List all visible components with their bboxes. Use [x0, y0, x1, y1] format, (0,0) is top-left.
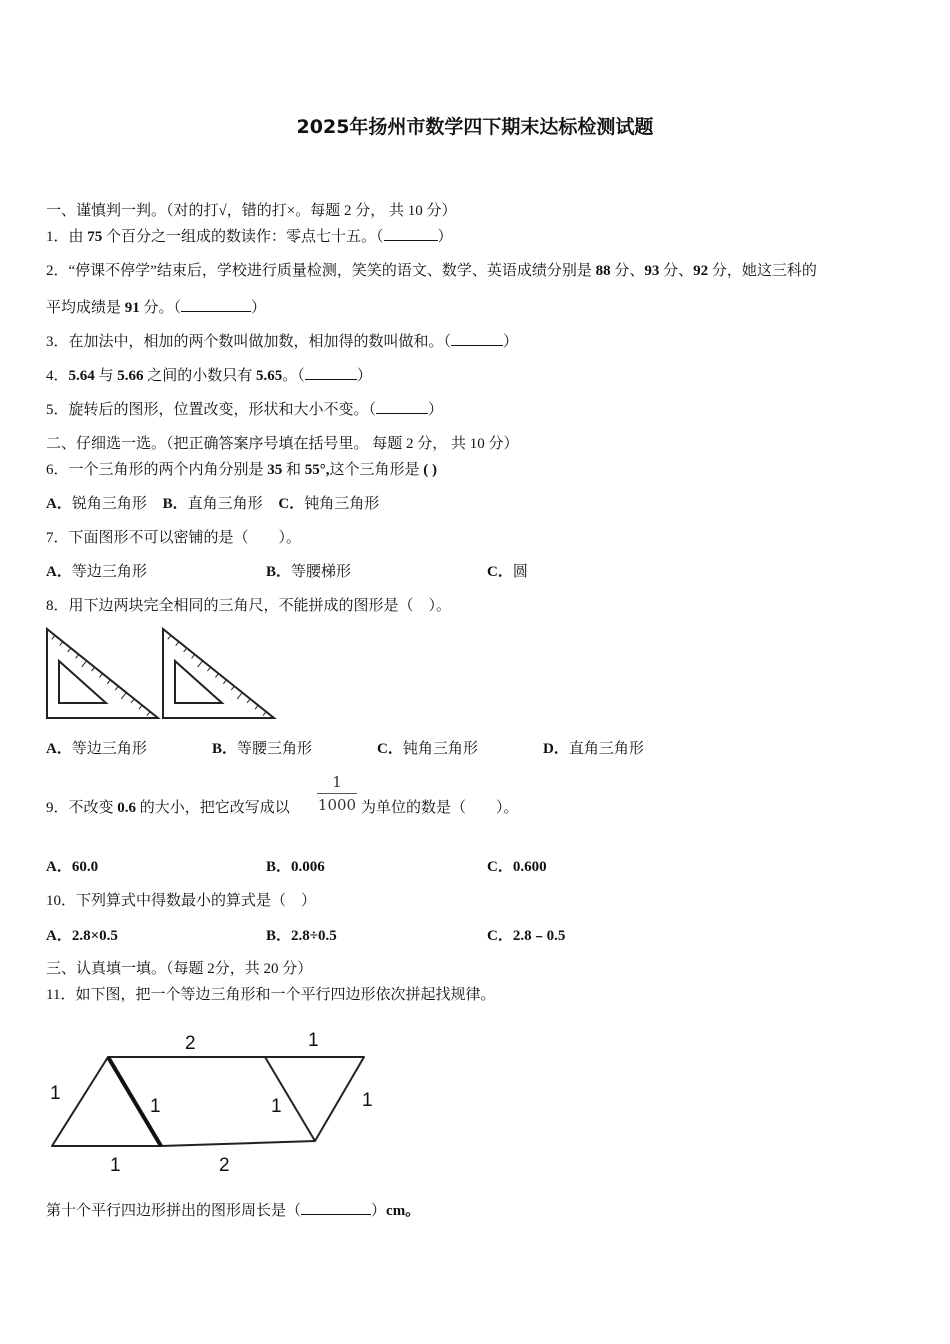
option-b[interactable]: B．2.8÷0.5 — [266, 928, 337, 944]
question-7: 7．下面图形不可以密铺的是（ ）。 — [46, 530, 302, 546]
label-top-right: 1 — [308, 1030, 319, 1051]
label-inner-left: 1 — [150, 1096, 161, 1117]
question-1: 1．由 75 个百分之一组成的数读作：零点七十五。（ ） — [46, 229, 453, 245]
option-b[interactable]: B．0.006 — [266, 859, 325, 875]
option-a[interactable]: A．2.8×0.5 — [46, 928, 118, 944]
question-9-end: 为单位的数是（ ）。 — [361, 800, 519, 816]
label-inner-right: 1 — [271, 1096, 282, 1117]
question-11-answer: 第十个平行四边形拼出的图形周长是（ ）cm。 — [46, 1203, 421, 1219]
option-c[interactable]: C．钝角三角形 — [377, 741, 478, 757]
option-a[interactable]: A．等边三角形 — [46, 564, 147, 580]
question-10: 10．下列算式中得数最小的算式是（ ） — [46, 893, 317, 909]
page-title: 2025年扬州市数学四下期末达标检测试题 — [296, 116, 654, 138]
option-d[interactable]: D．直角三角形 — [543, 741, 644, 757]
question-6: 6．一个三角形的两个内角分别是 35 和 55°,这个三角形是 ( ) — [46, 462, 438, 478]
question-3: 3．在加法中，相加的两个数叫做加数，相加得的数叫做和。（ ） — [46, 334, 519, 350]
option-c[interactable]: C．0.600 — [487, 859, 547, 875]
option-c[interactable]: C．钝角三角形 — [278, 496, 380, 512]
question-5: 5．旋转后的图形，位置改变，形状和大小不变。（ ） — [46, 402, 444, 418]
option-b[interactable]: B．等腰梯形 — [266, 564, 352, 580]
label-right: 1 — [362, 1090, 373, 1111]
question-4: 4．5.64 与 5.66 之间的小数只有 5.65。（ ） — [46, 368, 372, 384]
option-b[interactable]: B．等腰三角形 — [212, 741, 313, 757]
option-c[interactable]: C．圆 — [487, 564, 528, 580]
label-bottom-middle: 2 — [219, 1155, 230, 1176]
question-2-line-2: 平均成绩是 91 分。（ ） — [46, 300, 267, 316]
label-left: 1 — [50, 1083, 61, 1104]
question-9-start: 9．不改变 0.6 的大小，把它改写成以 — [46, 800, 290, 816]
label-bottom-left: 1 — [110, 1155, 121, 1176]
option-a[interactable]: A．等边三角形 — [46, 741, 147, 757]
fraction-one-thousandth: 1 1000 — [317, 773, 357, 814]
triangle-left — [52, 1057, 161, 1146]
section-heading-choose: 二、仔细选一选。（把正确答案序号填在括号里。 每题 2 分， 共 10 分） — [46, 436, 519, 452]
option-a[interactable]: A．锐角三角形 — [46, 496, 147, 512]
question-8: 8．用下边两块完全相同的三角尺，不能拼成的图形是（ ）。 — [46, 598, 452, 614]
section-heading-judge: 一、谨慎判一判。（对的打√，错的打×。每题 2 分， 共 10 分） — [46, 203, 457, 219]
option-b[interactable]: B．直角三角形 — [162, 496, 263, 512]
question-2-line-1: 2．“停课不停学”结束后，学校进行质量检测，笑笑的语文、数学、英语成绩分别是 88 分、93 分、92 分，她这三科的 — [46, 263, 817, 279]
parallelogram-bottom — [161, 1141, 315, 1146]
label-top-middle: 2 — [185, 1033, 196, 1054]
option-a[interactable]: A．60.0 — [46, 859, 99, 875]
question-11: 11．如下图，把一个等边三角形和一个平行四边形依次拼起找规律。 — [46, 987, 496, 1003]
answer-blank-11[interactable] — [301, 1201, 371, 1215]
option-c[interactable]: C．2.8﹣0.5 — [487, 928, 566, 944]
section-heading-fill: 三、认真填一填。（每题 2分，共 20 分） — [46, 961, 313, 977]
